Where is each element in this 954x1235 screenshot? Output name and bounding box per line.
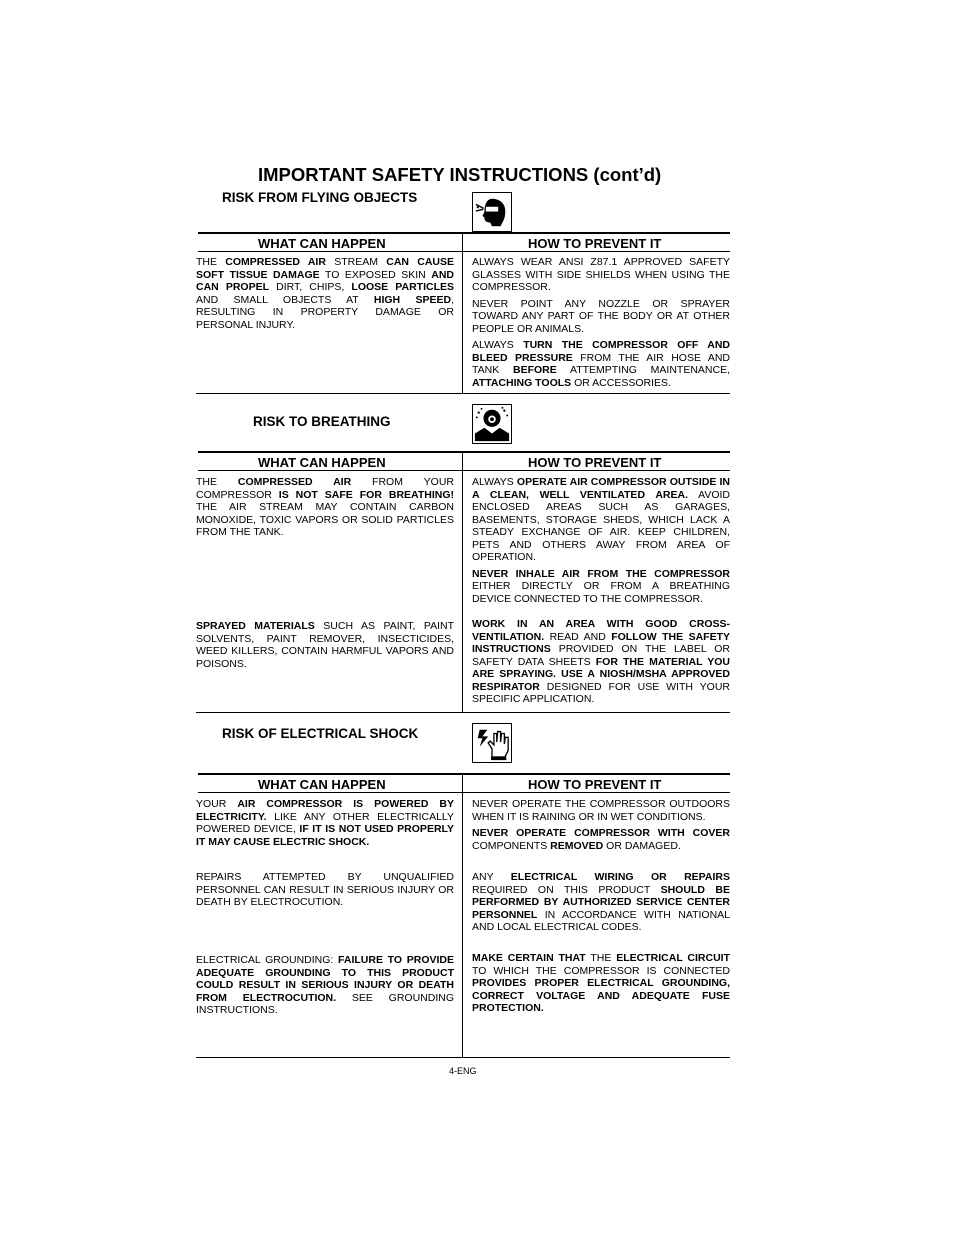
cell-paragraph [472,298,730,336]
prevention-cell [472,618,730,710]
header-what-can-happen: WHAT CAN HAPPEN [258,455,386,470]
text: IN ACCORDANCE WITH NATIONAL AND LOCAL ELECTRICAL CODES. [472,908,730,933]
text: ALWAYS WEAR ANSI Z87.1 APPROVED SAFETY GLASSES WITH SIDE SHIELDS WHEN USING THE COMPRESSOR. [472,256,730,293]
bold-text: ELECTRICAL CIRCUIT [616,952,730,964]
bold-text: MAKE CERTAIN THAT [472,952,586,964]
bold-text: SPRAYED MATERIALS [196,620,315,632]
bold-text: IF IT IS NOT USED PROPERLY IT MAY CAUSE ELECTRIC SHOCK. [196,823,454,848]
bold-text: NEVER INHALE AIR FROM THE COMPRESSOR [472,567,730,580]
header-how-to-prevent: HOW TO PREVENT IT [528,236,662,251]
table-header [198,773,730,793]
bold-text: AIR COMPRESSOR IS POWERED BY ELECTRICITY. [196,798,454,823]
bold-text: HIGH SPEED [373,293,452,306]
text: , RESULTING IN PROPERTY DAMAGE OR PERSONAL INJURY. [196,293,454,331]
text: PROVIDED ON THE LABEL OR SAFETY DATA SHEETS [472,643,730,668]
prevention-cell [472,256,730,393]
bold-text: FOLLOW THE SAFETY INSTRUCTIONS [472,630,730,655]
text: REPAIRS ATTEMPTED BY UNQUALIFIED PERSONNEL CAN RESULT IN SERIOUS INJURY OR DEATH BY ELECTROCUTION. [196,871,454,908]
hazard-cell [196,256,454,335]
bold-text: FAILURE TO PROVIDE ADEQUATE GROUNDING TO THIS PRODUCT COULD RESULT IN SERIOUS INJURY OR DEATH FROM ELECTROCUTION. [196,954,454,1004]
bold-text: LOOSE PARTICLES [351,281,454,293]
text: EITHER DIRECTLY OR FROM A BREATHING DEVICE CONNECTED TO THE COMPRESSOR. [472,580,730,605]
cell-paragraph [472,871,730,934]
text: NEVER OPERATE THE COMPRESSOR OUTDOORS WHEN IT IS RAINING OR IN WET CONDITIONS. [472,798,730,823]
text: YOUR [196,798,238,810]
bold-text: OPERATE AIR COMPRESSOR OUTSIDE IN A CLEAN, WELL VENTILATED AREA. [472,476,731,501]
cell-paragraph [472,339,730,389]
section-title-flying-objects: RISK FROM FLYING OBJECTS [222,190,418,205]
hazard-cell [196,954,454,1021]
column-divider [462,451,463,713]
bold-text: TURN THE COMPRESSOR OFF AND BLEED PRESSURE [472,339,731,364]
bold-text: IS NOT SAFE FOR BREATHING! [278,488,454,501]
bold-text: BEFORE [513,364,557,376]
header-what-can-happen: WHAT CAN HAPPEN [258,777,386,792]
page-title: IMPORTANT SAFETY INSTRUCTIONS (cont’d) [258,164,662,185]
hazard-cell [196,476,454,543]
text: THE [196,256,226,268]
text: DESIGNED FOR USE WITH YOUR SPECIFIC APPLICATION. [472,680,730,705]
text: LIKE ANY OTHER ELECTRICALLY POWERED DEVICE, [196,810,454,835]
bold-text: SHOULD BE PERFORMED BY AUTHORIZED SERVICE CENTER PERSONNEL [472,883,731,921]
table-electrical-shock [196,773,730,1058]
text: READ AND [544,630,612,643]
bold-text: WORK IN AN AREA WITH GOOD CROSS-VENTILATION. [472,618,730,643]
text: AND SMALL OBJECTS AT [196,293,374,306]
text: THE [585,952,617,964]
electric-shock-icon [472,723,512,763]
header-how-to-prevent: HOW TO PREVENT IT [528,455,662,470]
text: OR ACCESSORIES. [571,376,671,389]
table-header [198,451,730,471]
text: FROM THE AIR HOSE AND TANK [472,351,730,376]
respirator-icon [472,404,512,444]
eye-protection-icon [472,192,512,232]
prevention-cell [472,871,730,938]
text: TO WHICH THE COMPRESSOR IS CONNECTED [472,964,730,977]
text: REQUIRED ON THIS PRODUCT [472,883,661,896]
text: THE AIR STREAM MAY CONTAIN CARBON MONOXIDE, TOXIC VAPORS OR SOLID PARTICLES FROM THE TANK. [196,501,454,538]
hazard-cell [196,871,454,913]
prevention-cell [472,476,730,609]
text: ALWAYS [472,476,517,488]
text: FROM YOUR COMPRESSOR [196,476,454,501]
text: STREAM [325,256,387,268]
bold-text: ELECTRICAL WIRING OR REPAIRS [510,871,730,883]
table-bottom-rule [196,712,730,713]
cell-paragraph [196,476,454,539]
cell-paragraph [196,954,454,1017]
header-what-can-happen: WHAT CAN HAPPEN [258,236,386,251]
table-breathing [196,451,730,713]
table-bottom-rule [196,1057,730,1058]
text: ALWAYS [472,339,524,351]
cell-paragraph [472,476,730,564]
page-number: 4-ENG [449,1066,477,1076]
text: ATTEMPTING MAINTENANCE, [556,364,730,376]
cell-paragraph [472,798,730,823]
column-divider [462,773,463,1058]
hazard-cell [196,620,454,674]
section-title-electrical-shock: RISK OF ELECTRICAL SHOCK [222,726,419,741]
prevention-cell [472,798,730,856]
bold-text: NEVER OPERATE COMPRESSOR WITH COVER [472,827,730,839]
bold-text: ATTACHING TOOLS [472,376,572,389]
table-bottom-rule [196,393,730,394]
text: TO EXPOSED SKIN [319,268,432,281]
bold-text: PROVIDES PROPER ELECTRICAL GROUNDING, CORRECT VOLTAGE AND ADEQUATE FUSE PROTECTION. [472,977,730,1014]
text: SUCH AS PAINT, PAINT SOLVENTS, PAINT REMOVER, INSECTICIDES, WEED KILLERS, CONTAIN HARMFUL VAPORS AND POISONS. [196,620,455,670]
text: OR DAMAGED. [603,839,681,852]
text: SEE GROUNDING INSTRUCTIONS. [196,991,454,1016]
text: ANY [472,871,511,883]
cell-paragraph [472,618,730,706]
header-how-to-prevent: HOW TO PREVENT IT [528,777,662,792]
text: NEVER POINT ANY NOZZLE OR SPRAYER TOWARD ANY PART OF THE BODY OR AT OTHER PEOPLE OR ANIMALS. [472,297,730,335]
cell-paragraph [196,871,454,909]
column-divider [462,232,463,394]
cell-paragraph [196,256,454,331]
bold-text: REMOVED [550,839,604,852]
text: DIRT, CHIPS, [269,281,352,293]
text: THE [196,476,238,488]
cell-paragraph [472,256,730,294]
text: COMPONENTS [472,839,551,852]
bold-text: CAN CAUSE SOFT TISSUE DAMAGE [196,256,455,281]
section-title-breathing: RISK TO BREATHING [253,414,391,429]
text: AVOID ENCLOSED AREAS SUCH AS GARAGES, BASEMENTS, STORAGE SHEDS, WHICH LACK A STEADY EXCHANGE OF AIR. KEEP CHILDREN, PETS AND OTHERS AWAY FROM AREA OF OPERATION. [472,488,731,563]
bold-text: COMPRESSED AIR [225,256,326,268]
table-flying-objects [196,232,730,394]
bold-text: AND CAN PROPEL [196,268,454,293]
cell-paragraph [196,798,454,848]
cell-paragraph [472,952,730,1015]
text: ELECTRICAL GROUNDING: [196,954,339,966]
cell-paragraph [472,568,730,606]
cell-paragraph [472,827,730,852]
prevention-cell [472,952,730,1019]
table-header [198,232,730,252]
hazard-cell [196,798,454,852]
bold-text: COMPRESSED AIR [237,476,352,488]
bold-text: FOR THE MATERIAL YOU ARE SPRAYING. USE A NIOSH/MSHA APPROVED RESPIRATOR [472,655,730,693]
cell-paragraph [196,620,454,670]
